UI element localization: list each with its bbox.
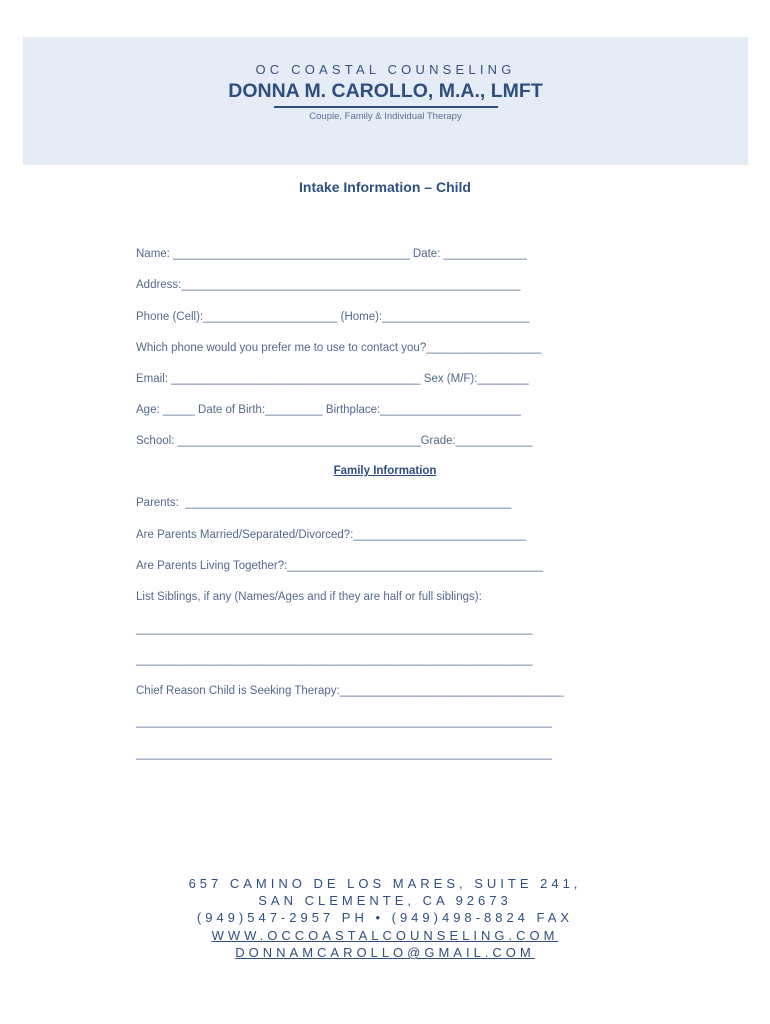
siblings-label: List Siblings, if any (Names/Ages and if they are half or full siblings):	[136, 591, 482, 603]
living-together-field[interactable]: Are Parents Living Together?:________________________________________	[136, 560, 544, 572]
name-date-field[interactable]: Name: _____________________________________ Date: _____________	[136, 248, 527, 260]
email-sex-field[interactable]: Email: _______________________________________ Sex (M/F):________	[136, 373, 529, 385]
chief-reason-field[interactable]: Chief Reason Child is Seeking Therapy:___________________________________	[136, 685, 564, 697]
therapist-name: DONNA M. CAROLLO, M.A., LMFT	[228, 80, 543, 102]
preferred-phone-field[interactable]: Which phone would you prefer me to use to contact you?__________________	[136, 342, 542, 354]
header-divider	[274, 106, 498, 108]
tagline: Couple, Family & Individual Therapy	[309, 111, 462, 122]
school-grade-field[interactable]: School: ______________________________________Grade:____________	[136, 435, 533, 447]
marital-status-field[interactable]: Are Parents Married/Separated/Divorced?:___________________________	[136, 529, 527, 541]
siblings-line-2[interactable]: ______________________________________________________________	[136, 654, 533, 666]
footer-email-link[interactable]: DONNAMCAROLLO@GMAIL.COM	[235, 945, 535, 960]
parents-field[interactable]: Parents: ___________________________________________________	[136, 497, 512, 509]
footer-address-1: 657 CAMINO DE LOS MARES, SUITE 241,	[188, 876, 582, 891]
address-field[interactable]: Address:_____________________________________________________	[136, 279, 521, 291]
footer-phones: (949)547-2957 PH • (949)498-8824 FAX	[196, 910, 574, 925]
siblings-line-1[interactable]: ______________________________________________________________	[136, 623, 533, 635]
footer-website-link[interactable]: WWW.OCCOASTALCOUNSELING.COM	[211, 928, 559, 943]
chief-reason-line-2[interactable]: _________________________________________________________________	[136, 748, 552, 760]
family-section-title: Family Information	[333, 465, 437, 477]
age-dob-birthplace-field[interactable]: Age: _____ Date of Birth:_________ Birthplace:______________________	[136, 404, 521, 416]
form-title: Intake Information – Child	[299, 179, 471, 195]
chief-reason-line-1[interactable]: _________________________________________________________________	[136, 716, 552, 728]
footer-address-2: SAN CLEMENTE, CA 92673	[258, 893, 512, 908]
letterhead	[23, 37, 748, 165]
phone-field[interactable]: Phone (Cell):_____________________ (Home):_______________________	[136, 311, 530, 323]
practice-name: OC COASTAL COUNSELING	[255, 62, 516, 77]
